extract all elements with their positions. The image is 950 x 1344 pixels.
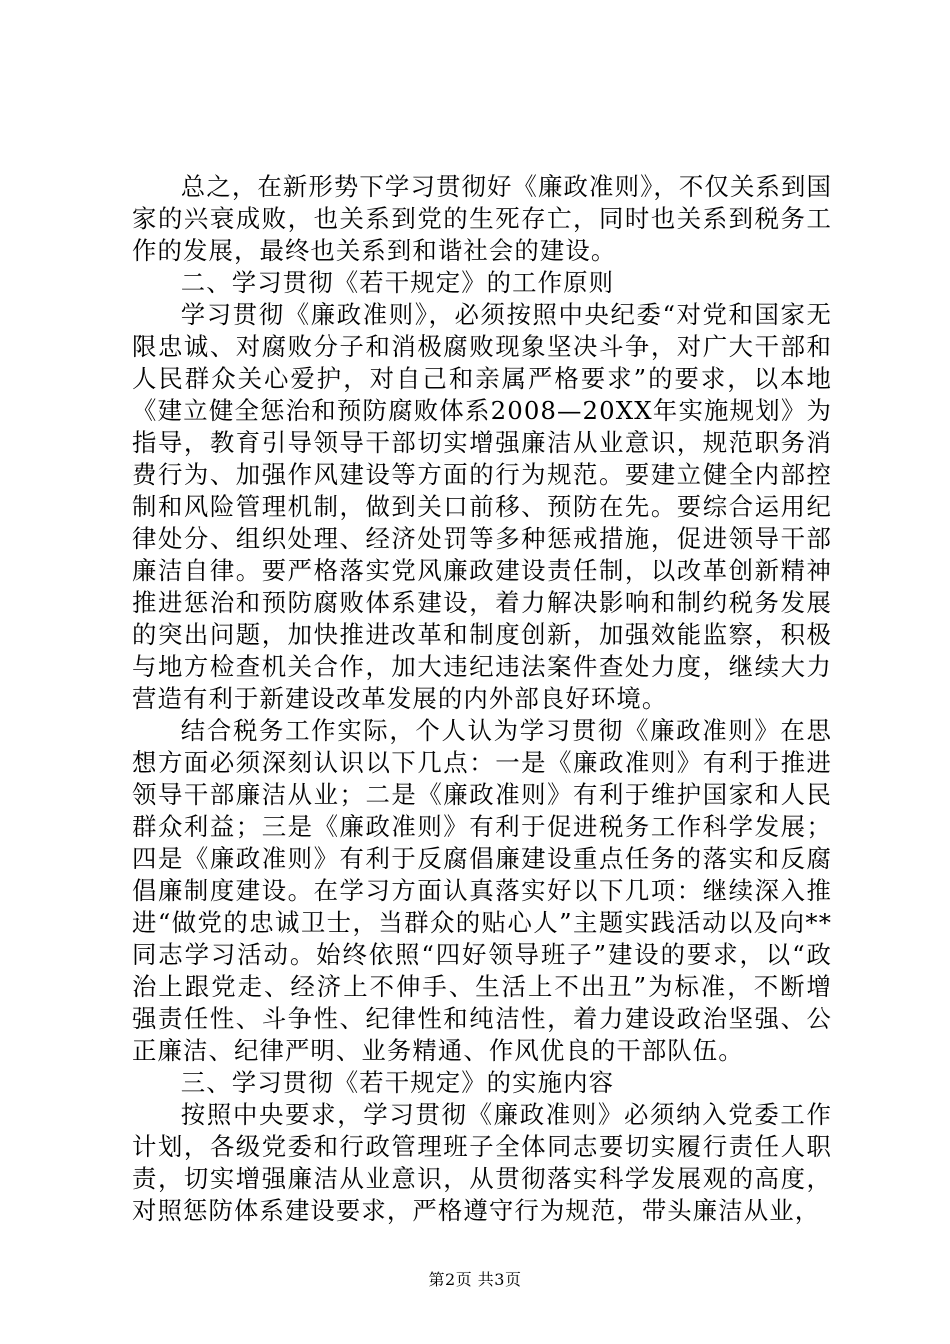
document-body xyxy=(132,171,832,1227)
paragraph-central-requirements: 按照中央要求，学习贯彻《廉政准则》必须纳入党委工作计划，各级党委和行政管理班子全体同志要切实履行责任人职责，切实增强廉洁从业意识，从贯彻落实科学发展观的高度，对照惩防体系建设要求，严格遵守行为规范，带头廉洁从业， xyxy=(132,1100,832,1225)
paragraph-conclusion: 总之，在新形势下学习贯彻好《廉政准则》，不仅关系到国家的兴衰成败，也关系到党的生死存亡，同时也关系到税务工作的发展，最终也关系到和谐社会的建设。 xyxy=(132,172,832,265)
paragraph-tax-work-practice: 结合税务工作实际，个人认为学习贯彻《廉政准则》在思想方面必须深刻认识以下几点：一是《廉政准则》有利于推进领导干部廉洁从业；二是《廉政准则》有利于维护国家和人民群众利益；三是《廉政准则》有利于促进税务工作科学发展；四是《廉政准则》有利于反腐倡廉建设重点任务的落实和反腐倡廉制度建设。在学习方面认真落实好以下几项：继续深入推进“做党的忠诚卫士，当群众的贴心人”主题实践活动以及向**同志学习活动。始终依照“四好领导班子”建设的要求，以“政治上跟党走、经济上不伸手、生活上不出丑”为标准，不断增强责任性、斗争性、纪律性和纯洁性，着力建设政治坚强、公正廉洁、纪律严明、业务精通、作风优良的干部队伍。 xyxy=(132,716,832,1065)
section-heading-implementation-content: 三、学习贯彻《若干规定》的实施内容 xyxy=(180,1068,615,1097)
section-heading-work-principles: 二、学习贯彻《若干规定》的工作原则 xyxy=(180,268,615,297)
page-number-footer: 第2页 共3页 xyxy=(428,1270,522,1289)
paragraph-work-principles: 学习贯彻《廉政准则》，必须按照中央纪委“对党和国家无限忠诚、对腐败分子和消极腐败现象坚决斗争，对广大干部和人民群众关心爱护，对自己和亲属严格要求”的要求，以本地《建立健全惩治和预防腐败体系2008—20XX年实施规划》为指导，教育引导领导干部切实增强廉洁从业意识，规范职务消费行为、加强作风建设等方面的行为规范。要建立健全内部控制和风险管理机制，做到关口前移、预防在先。要综合运用纪律处分、组织处理、经济处罚等多种惩戒措施，促进领导干部廉洁自律。要严格落实党风廉政建设责任制，以改革创新精神推进惩治和预防腐败体系建设，着力解决影响和制约税务发展的突出问题，加快推进改革和制度创新，加强效能监察，积极与地方检查机关合作，加大违纪违法案件查处力度，继续大力营造有利于新建设改革发展的内外部良好环境。 xyxy=(132,300,832,713)
